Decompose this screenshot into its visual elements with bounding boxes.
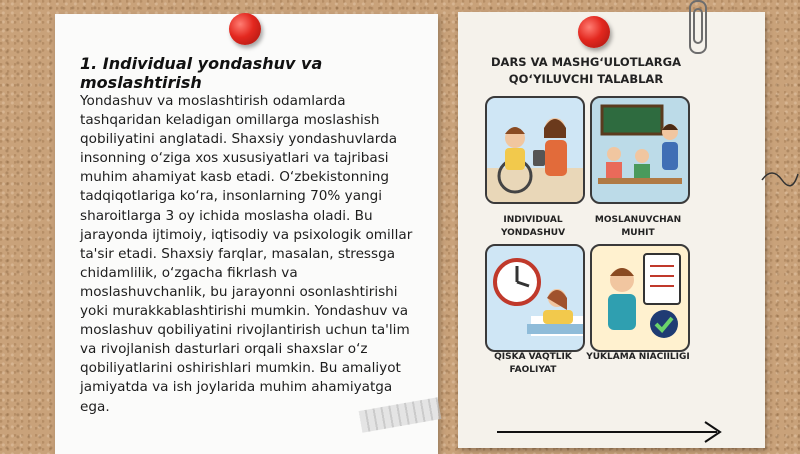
- squiggle-decoration: [760, 160, 800, 200]
- pushpin-icon: [578, 16, 610, 48]
- body-paragraph: Yondashuv va moslashtirish odamlarda tashqaridan keladigan omillarga moslashish qobiliyatini anglatadi. Shaxsiy yondashuvlarda insonning o‘ziga xos xususiyatlari va tajribasi muhim ahamiyat kasb etadi. O‘zbekistonning tadqiqotlariga ko‘ra, insonlarning 70% yangi sharoitlarga 3 oy ichida moslasha oladi. Bu jarayonda ijtimoiy, iqtisodiy va psixologik omillar ta'sir etadi. Shaxsiy farqlar, masalan, stressga chidamlilik, o‘zgacha fikrlash va moslashuvchanlik, bu jarayonni osonlashtirishi yoki murakkablashtirishi mumkin. Yondashuv va moslashuv qobiliyatini rivojlantirish uchun ta'lim va rivojlanish dasturlari orqali shaxslar o‘z qobiliyatlarini oshirishlari mumkin. Bu amaliyot jamiyatda va ish joylarida muhim ahamiyatga ega.: [80, 93, 413, 415]
- tile-label: QISKA VAQTLIK FAOLIYAT: [494, 352, 572, 375]
- tile-label: YUKLAMA NIACIILIGI: [586, 352, 690, 362]
- classroom-illustration: [590, 96, 690, 204]
- section-heading: 1. Individual yondashuv va moslashtirish: [80, 54, 323, 92]
- poster-title: DARS VA MASHG‘ULOTLARGA QO‘YILUVCHI TALABLAR: [491, 55, 681, 86]
- individual-approach-illustration: [485, 96, 585, 204]
- arrow-right-icon: [495, 420, 725, 444]
- clock-illustration: [485, 244, 585, 352]
- tile-label: MOSLANUVCHAN MUHIT: [594, 215, 682, 238]
- checklist-illustration: [590, 244, 690, 352]
- tile-label: INDIVIDUAL YONDASHUV: [500, 215, 566, 238]
- pushpin-icon: [229, 13, 261, 45]
- paperclip-icon: [689, 0, 707, 54]
